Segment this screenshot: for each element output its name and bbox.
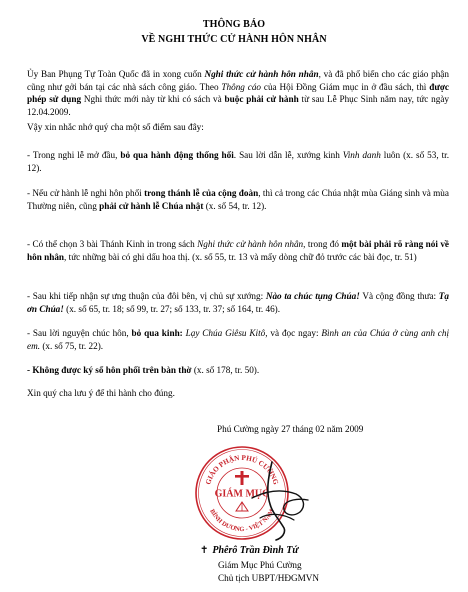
date-line: Phú Cường ngày 27 tháng 02 năm 2009 (217, 424, 364, 434)
notice-title: THÔNG BÁO (202, 19, 266, 30)
point-penitential-act: - Trong nghi lễ mở đầu, bỏ qua hành động thống hối. Sau lời dẫn lễ, xướng kinh Vinh danh luôn (x. số 53, tr. 12). (27, 150, 449, 173)
point-scripture-readings: - Có thể chọn 3 bài Thánh Kinh in trong sách Nghi thức cử hành hôn nhân, trong đó một bài phải rõ ràng nói về hôn nhân, tức những bài có ghi dấu hoa thị. (x. số 55, tr. 13 và mấy dòng chữ đỏ trước các bài đọc, tr. 51) (27, 239, 449, 262)
point-register-signing: - Không được ký sổ hôn phối trên bàn thờ (x. số 178, tr. 50). (27, 365, 260, 375)
signature-image (250, 458, 310, 544)
notice-subtitle: VỀ NGHI THỨC CỬ HÀNH HÔN NHÂN (141, 34, 327, 45)
point-consent-acclamation: - Sau khi tiếp nhận sự ưng thuận của đôi bên, vị chủ sự xướng: Nào ta chúc tụng Chúa! Và cộng đồng thưa: Tạ ơn Chúa! (x. số 65, tr. 18; số 99, tr. 27; số 133, tr. 37; số 164, tr. 46). (27, 291, 449, 314)
intro-paragraph: Ủy Ban Phụng Tự Toàn Quốc đã in xong cuốn Nghi thức cử hành hôn nhân, và đã phổ biến cho các giáo phận cũng như gởi bán tại các nhà sách công giáo. Theo Thông cáo của Hội Đồng Giám mục in ở đầu sách, thì được phép sử dụng Nghi thức mới này từ khi có sách và buộc phải cử hành từ sau Lễ Phục Sinh năm nay, tức ngày 12.04.2009. (27, 69, 449, 117)
signer-cross: ✝ (200, 545, 209, 556)
point-sunday-mass: - Nếu cử hành lễ nghi hôn phối trong thánh lễ của cộng đoàn, thì cả trong các Chúa nhật mùa Giáng sinh và mùa Thường niên, cũng phải cử hành lễ Chúa nhật (x. số 54, tr. 12). (27, 188, 449, 211)
mitre-icon (236, 502, 248, 511)
seal-top-text: GIÁO PHẬN PHÚ CƯỜNG (204, 453, 280, 486)
point-nuptial-blessing: - Sau lời nguyện chúc hôn, bỏ qua kinh: Lạy Chúa Giêsu Kitô, và đọc ngay: Bình an của Chúa ở cùng anh chị em. (x. số 75, tr. 22). (27, 328, 450, 351)
signer-name: ✝ Phêrô Trần Đình Tứ (200, 545, 299, 556)
seal-bottom-text: BÌNH DƯƠNG - VIỆT NAM (208, 508, 276, 534)
signer-title: Giám Mục Phú Cường (218, 560, 302, 570)
signer-position: Chủ tịch UBPT/HĐGMVN (218, 573, 320, 583)
cross-icon (235, 471, 249, 485)
seal-center-text: GIÁM MỤC (214, 488, 270, 500)
reminder-paragraph: Vậy xin nhắc nhớ quý cha một số điểm sau đây: (27, 122, 204, 132)
closing-paragraph: Xin quý cha lưu ý để thi hành cho đúng. (27, 388, 175, 398)
